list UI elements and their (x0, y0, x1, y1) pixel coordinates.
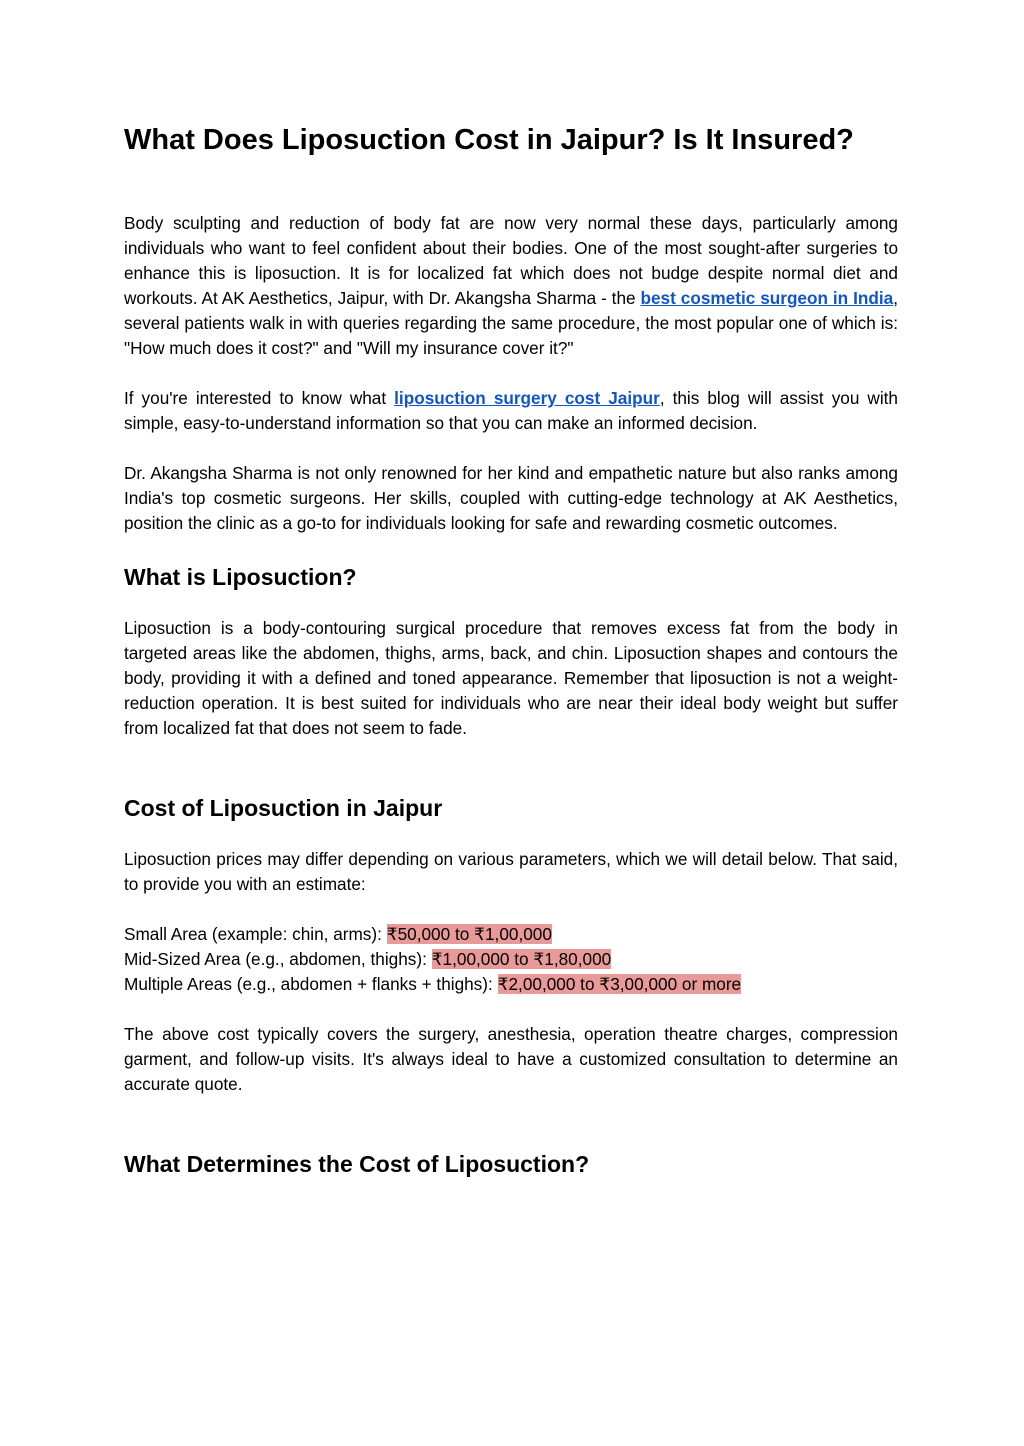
heading-what-is-liposuction: What is Liposuction? (124, 564, 357, 590)
best-cosmetic-surgeon-link[interactable]: best cosmetic surgeon in India (640, 288, 894, 308)
price-line-small (124, 922, 898, 947)
intro-text-a: Body sculpting and reduction of body fat are now very normal these days, particularly among individuals who want to feel confident about their bodies. One of the most sought-after surgeries to enhance this is liposuction. It is for localized fat which does not budge despite normal diet and workouts. At AK Aesthetics, Jaipur, with Dr. Akangsha Sharma - the (124, 213, 898, 308)
intro2-text-a: If you're interested to know what (124, 388, 395, 408)
page-title: What Does Liposuction Cost in Jaipur? Is It Insured? (124, 124, 854, 156)
heading-what-determines-cost: What Determines the Cost of Liposuction? (124, 1151, 590, 1177)
intro-text-b: , several patients walk in with queries regarding the same procedure, the most popular one of which is: "How much does it cost?" and "Will my insurance cover it?" (124, 288, 898, 358)
document-body (124, 118, 898, 1179)
price-line-multiple (124, 972, 898, 997)
price-label: Small Area (example: chin, arms): (124, 924, 387, 944)
price-value: ₹1,00,000 to ₹1,80,000 (431, 949, 612, 969)
price-value: ₹2,00,000 to ₹3,00,000 or more (497, 974, 742, 994)
intro-paragraph-1 (124, 211, 898, 361)
what-is-liposuction-body: Liposuction is a body-contouring surgical procedure that removes excess fat from the body in targeted areas like the abdomen, thighs, arms, back, and chin. Liposuction shapes and contours the body, providing it with a defined and toned appearance. Remember that liposuction is not a weight-reduction operation. It is best suited for individuals who are near their ideal body weight but suffer from localized fat that does not seem to fade. (124, 618, 898, 738)
intro-paragraph-2 (124, 386, 898, 436)
intro-paragraph-3: Dr. Akangsha Sharma is not only renowned for her kind and empathetic nature but also ranks among India's top cosmetic surgeons. Her skills, coupled with cutting-edge technology at AK Aesthetics, position the clinic as a go-to for individuals looking for safe and rewarding cosmetic outcomes. (124, 463, 898, 533)
price-label: Mid-Sized Area (e.g., abdomen, thighs): (124, 949, 432, 969)
cost-intro: Liposuction prices may differ depending on various parameters, which we will detail below. That said, to provide you with an estimate: (124, 849, 898, 894)
price-line-mid (124, 947, 898, 972)
cost-note: The above cost typically covers the surgery, anesthesia, operation theatre charges, compression garment, and follow-up visits. It's always ideal to have a customized consultation to determine an accurate quote. (124, 1024, 898, 1094)
price-value: ₹50,000 to ₹1,00,000 (386, 924, 552, 944)
heading-cost-of-liposuction: Cost of Liposuction in Jaipur (124, 795, 443, 821)
liposuction-cost-link[interactable]: liposuction surgery cost Jaipur (394, 388, 660, 408)
price-label: Multiple Areas (e.g., abdomen + flanks + thighs): (124, 974, 498, 994)
intro2-text-b: , this blog will assist you with simple, easy-to-understand information so that you can make an informed decision. (124, 388, 898, 433)
